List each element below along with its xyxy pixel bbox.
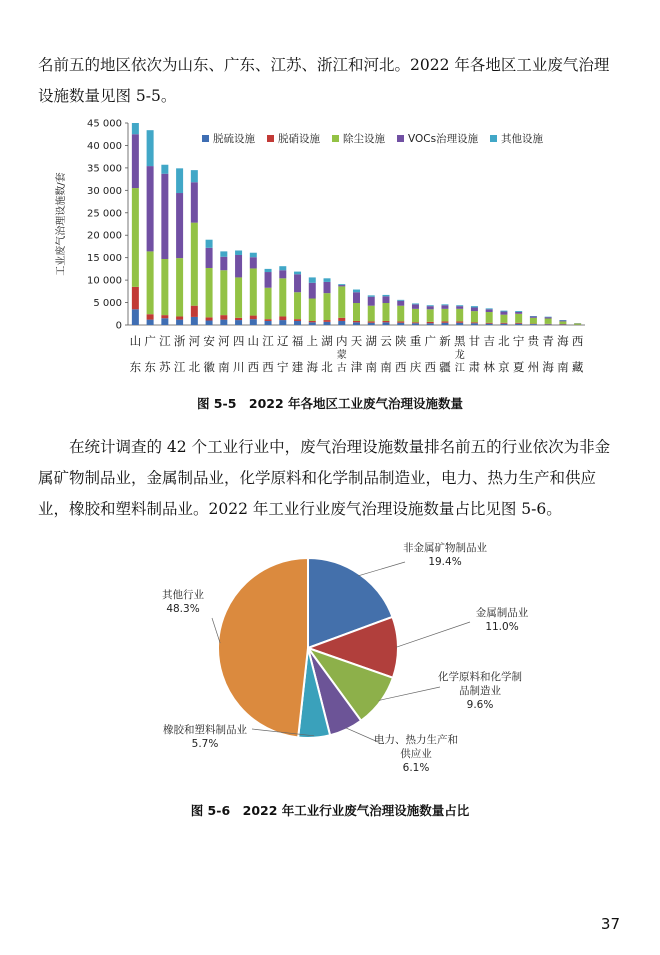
y-tick-label: 40 000	[87, 140, 122, 152]
bar-黑龙江-3	[456, 306, 463, 309]
bar-四川-4	[235, 250, 242, 254]
bar-广西-4	[427, 305, 434, 306]
bar-西藏-2	[574, 323, 581, 324]
bar-甘肃-4	[471, 306, 478, 307]
bar-辽宁-4	[279, 266, 286, 270]
bar-江苏-4	[161, 165, 168, 174]
bar-上海-1	[309, 321, 316, 322]
x-tick-label: 福建	[291, 334, 304, 374]
bar-宁夏-1	[515, 323, 522, 324]
pie-slice-5	[218, 558, 308, 737]
paragraph-industry: 在统计调查的 42 个工业行业中，废气治理设施数量排名前五的行业依次为非金属矿物制品业，金属制品业，化学原料和化学制品制造业，电力、热力生产和供应业，橡胶和塑料制品业。2022 年工业行业废气治理设施数量占比见图 5-6。	[38, 438, 611, 518]
bar-新疆-0	[441, 323, 448, 325]
pie-name-label-4: 橡胶和塑料制品业	[163, 724, 247, 736]
x-tick-label: 内蒙古	[336, 334, 348, 374]
bar-云南-4	[382, 295, 389, 296]
legend-swatch-1	[267, 135, 274, 142]
bar-辽宁-0	[279, 320, 286, 325]
bar-山西-3	[250, 257, 257, 268]
bar-陕西-1	[397, 321, 404, 322]
bar-山东-2	[132, 188, 139, 287]
bar-山西-0	[250, 319, 257, 325]
legend-label-3: VOCs治理设施	[408, 133, 479, 145]
bar-青海-3	[545, 317, 552, 318]
bar-内蒙古-2	[338, 286, 345, 317]
bar-江西-1	[265, 319, 272, 321]
bar-四川-3	[235, 255, 242, 277]
bar-四川-2	[235, 277, 242, 317]
bar-重庆-2	[412, 309, 419, 322]
x-tick-label: 甘肃	[468, 334, 481, 374]
bar-贵州-3	[530, 316, 537, 317]
y-axis-label: 工业废气治理设施数/套	[56, 172, 67, 276]
x-tick-label: 安徽	[203, 334, 215, 374]
x-tick-label: 河北	[188, 334, 201, 374]
bar-浙江-0	[176, 320, 183, 325]
bar-广西-1	[427, 322, 434, 323]
bar-陕西-4	[397, 300, 404, 301]
pie-name-label-3: 供应业	[400, 748, 432, 760]
y-tick-label: 5 000	[93, 298, 122, 310]
bar-宁夏-3	[515, 312, 522, 314]
bar-吉林-2	[486, 312, 493, 323]
bar-河北-4	[191, 170, 198, 182]
bar-河北-2	[191, 223, 198, 306]
x-tick-label: 天津	[350, 334, 363, 374]
bar-重庆-0	[412, 323, 419, 325]
y-tick-label: 25 000	[87, 208, 122, 220]
bar-湖南-3	[368, 297, 375, 306]
bar-江西-2	[265, 288, 272, 319]
y-tick-label: 0	[115, 320, 122, 332]
bar-江苏-1	[161, 315, 168, 318]
bar-甘肃-1	[471, 322, 478, 323]
bar-江苏-3	[161, 174, 168, 259]
bar-福建-2	[294, 292, 301, 319]
x-tick-label: 江西	[262, 334, 274, 374]
bar-内蒙古-0	[338, 321, 345, 325]
bar-宁夏-0	[515, 324, 522, 325]
paragraph-intro: 名前五的地区依次为山东、广东、江苏、浙江和河北。2022 年各地区工业废气治理设施数量见图 5-5。	[38, 56, 610, 105]
bar-福建-3	[294, 274, 301, 292]
figure-caption-5-6: 图 5-6 2022 年工业行业废气治理设施数量占比	[190, 803, 470, 818]
bar-广东-4	[147, 130, 154, 166]
bar-天津-1	[353, 321, 360, 322]
bar-浙江-4	[176, 168, 183, 193]
bar-黑龙江-4	[456, 305, 463, 306]
x-tick-label: 广东	[144, 334, 156, 374]
bar-山东-0	[132, 309, 139, 325]
bar-上海-2	[309, 299, 316, 321]
bar-山东-1	[132, 287, 139, 309]
bar-广东-3	[147, 166, 154, 251]
legend-swatch-2	[332, 135, 339, 142]
pie-value-label-5: 48.3%	[166, 603, 200, 615]
bar-福建-0	[294, 321, 301, 325]
page-number: 37	[600, 915, 620, 933]
region-bar-chart	[40, 112, 620, 380]
bar-贵州-2	[530, 318, 537, 324]
bar-北京-1	[500, 323, 507, 324]
pie-name-label-2: 化学原料和化学制	[438, 671, 522, 683]
bar-天津-2	[353, 303, 360, 321]
bar-黑龙江-1	[456, 321, 463, 322]
bar-天津-3	[353, 292, 360, 303]
bar-天津-0	[353, 322, 360, 325]
bar-新疆-2	[441, 309, 448, 322]
bar-吉林-3	[486, 309, 493, 312]
legend-label-2: 除尘设施	[343, 133, 385, 145]
x-tick-label: 海南	[557, 334, 569, 374]
bar-青海-0	[545, 324, 552, 325]
bar-广东-1	[147, 314, 154, 319]
bar-湖北-2	[324, 293, 331, 320]
pie-value-label-1: 11.0%	[485, 621, 519, 633]
pie-value-label-0: 19.4%	[428, 556, 462, 568]
bar-山西-1	[250, 316, 257, 320]
bar-陕西-3	[397, 301, 404, 306]
bar-广西-0	[427, 323, 434, 325]
x-tick-label: 辽宁	[277, 334, 289, 374]
x-tick-label: 云南	[380, 334, 392, 374]
bar-吉林-0	[486, 324, 493, 325]
leader-line-0	[358, 562, 405, 576]
bar-北京-0	[500, 324, 507, 325]
bar-湖北-1	[324, 320, 331, 322]
x-tick-label: 山西	[247, 334, 260, 374]
bar-黑龙江-0	[456, 323, 463, 325]
bar-新疆-1	[441, 321, 448, 322]
bar-福建-1	[294, 319, 301, 321]
bar-山西-4	[250, 253, 257, 257]
x-tick-label: 青海	[542, 334, 554, 374]
bar-青海-2	[545, 318, 552, 323]
x-tick-label: 江苏	[159, 334, 171, 374]
y-tick-label: 45 000	[87, 118, 122, 130]
bar-江西-4	[265, 269, 272, 272]
bar-海南-2	[559, 321, 566, 324]
x-tick-label: 吉林	[483, 334, 495, 374]
industry-pie-chart	[0, 530, 660, 790]
bar-湖北-0	[324, 322, 331, 325]
bar-上海-0	[309, 322, 316, 325]
bar-河南-3	[220, 257, 227, 270]
bar-湖南-4	[368, 295, 375, 296]
bar-天津-4	[353, 290, 360, 293]
bar-四川-0	[235, 320, 242, 325]
bar-宁夏-2	[515, 314, 522, 323]
x-tick-label: 四川	[232, 334, 245, 374]
bar-海南-3	[559, 321, 566, 322]
bar-陕西-2	[397, 306, 404, 322]
x-tick-label: 浙江	[173, 334, 186, 374]
bar-河北-0	[191, 317, 198, 325]
pie-name-label-1: 金属制品业	[475, 607, 529, 619]
y-tick-label: 30 000	[87, 185, 122, 197]
bar-福建-4	[294, 272, 301, 275]
bar-甘肃-0	[471, 323, 478, 325]
bar-甘肃-2	[471, 311, 478, 322]
bar-内蒙古-3	[338, 285, 345, 286]
bar-河南-0	[220, 320, 227, 325]
bar-浙江-2	[176, 258, 183, 316]
bar-安徽-0	[206, 321, 213, 325]
bar-湖南-0	[368, 323, 375, 325]
bar-吉林-4	[486, 308, 493, 309]
bar-云南-2	[382, 303, 389, 321]
bar-北京-4	[500, 311, 507, 312]
bar-上海-4	[309, 277, 316, 282]
legend-swatch-3	[397, 135, 404, 142]
y-tick-label: 15 000	[87, 253, 122, 265]
bar-湖南-1	[368, 321, 375, 322]
bar-甘肃-3	[471, 307, 478, 311]
x-tick-label: 陕西	[394, 334, 407, 374]
x-tick-label: 北京	[498, 334, 510, 374]
bar-贵州-0	[530, 324, 537, 325]
x-tick-label: 重庆	[409, 334, 422, 374]
bar-河南-2	[220, 270, 227, 315]
pie-value-label-3: 6.1%	[402, 762, 430, 774]
x-tick-label: 广西	[424, 334, 436, 374]
x-tick-label: 山东	[129, 334, 142, 374]
x-tick-label: 西藏	[571, 334, 584, 374]
x-tick-label: 上海	[306, 334, 319, 374]
bar-重庆-4	[412, 303, 419, 304]
pie-name-label-5: 其他行业	[162, 589, 204, 601]
y-tick-label: 10 000	[87, 275, 122, 287]
bar-浙江-1	[176, 316, 183, 319]
x-tick-label: 贵州	[527, 334, 540, 374]
x-tick-label: 湖南	[365, 334, 377, 374]
bar-湖北-3	[324, 282, 331, 293]
bar-内蒙古-1	[338, 318, 345, 321]
bar-辽宁-2	[279, 278, 286, 316]
bar-江西-3	[265, 272, 272, 288]
bar-四川-1	[235, 318, 242, 320]
bar-安徽-3	[206, 248, 213, 268]
bar-内蒙古-4	[338, 284, 345, 285]
bar-北京-2	[500, 315, 507, 323]
bar-广东-2	[147, 251, 154, 314]
bar-湖南-2	[368, 306, 375, 322]
legend-label-4: 其他设施	[501, 133, 543, 145]
bar-重庆-3	[412, 304, 419, 308]
bar-陕西-0	[397, 323, 404, 325]
bar-辽宁-3	[279, 270, 286, 278]
bar-云南-1	[382, 321, 389, 322]
bar-河北-3	[191, 182, 198, 222]
bar-江苏-2	[161, 259, 168, 315]
bar-安徽-4	[206, 240, 213, 248]
leader-line-1	[396, 622, 470, 647]
x-tick-label: 宁夏	[512, 334, 525, 374]
bar-山东-3	[132, 134, 139, 188]
bar-江苏-0	[161, 318, 168, 325]
pie-name-label-2: 品制造业	[459, 685, 501, 697]
bar-湖北-4	[324, 278, 331, 282]
bar-山东-4	[132, 123, 139, 134]
bar-山西-2	[250, 268, 257, 315]
legend-swatch-0	[202, 135, 209, 142]
legend-swatch-4	[490, 135, 497, 142]
pie-name-label-3: 电力、热力生产和	[374, 734, 458, 746]
y-tick-label: 35 000	[87, 163, 122, 175]
bar-广西-2	[427, 309, 434, 322]
bar-新疆-4	[441, 304, 448, 305]
bar-宁夏-4	[515, 311, 522, 312]
x-tick-label: 湖北	[321, 334, 333, 374]
x-tick-label: 河南	[218, 334, 230, 374]
bar-辽宁-1	[279, 316, 286, 320]
bar-黑龙江-2	[456, 309, 463, 322]
bar-江西-0	[265, 321, 272, 325]
bar-广东-0	[147, 320, 154, 325]
bar-河南-4	[220, 251, 227, 256]
bar-安徽-2	[206, 268, 213, 317]
bar-云南-0	[382, 322, 389, 325]
legend-label-1: 脱硝设施	[278, 133, 320, 145]
bar-河北-1	[191, 306, 198, 317]
bar-云南-3	[382, 296, 389, 303]
y-tick-label: 20 000	[87, 230, 122, 242]
legend-label-0: 脱硫设施	[213, 133, 255, 145]
bar-广西-3	[427, 306, 434, 309]
x-tick-label: 新疆	[439, 334, 451, 374]
pie-value-label-2: 9.6%	[466, 699, 494, 711]
figure-caption-5-5: 图 5-5 2022 年各地区工业废气治理设施数量	[196, 396, 464, 411]
pie-value-label-4: 5.7%	[191, 738, 219, 750]
bar-北京-3	[500, 312, 507, 315]
bar-浙江-3	[176, 193, 183, 258]
pie-name-label-0: 非金属矿物制品业	[403, 542, 487, 554]
bar-重庆-1	[412, 322, 419, 323]
bar-河南-1	[220, 315, 227, 319]
bar-上海-3	[309, 283, 316, 299]
bar-吉林-1	[486, 323, 493, 324]
x-tick-label: 黑龙江	[453, 334, 466, 374]
bar-安徽-1	[206, 317, 213, 320]
bar-新疆-3	[441, 305, 448, 309]
